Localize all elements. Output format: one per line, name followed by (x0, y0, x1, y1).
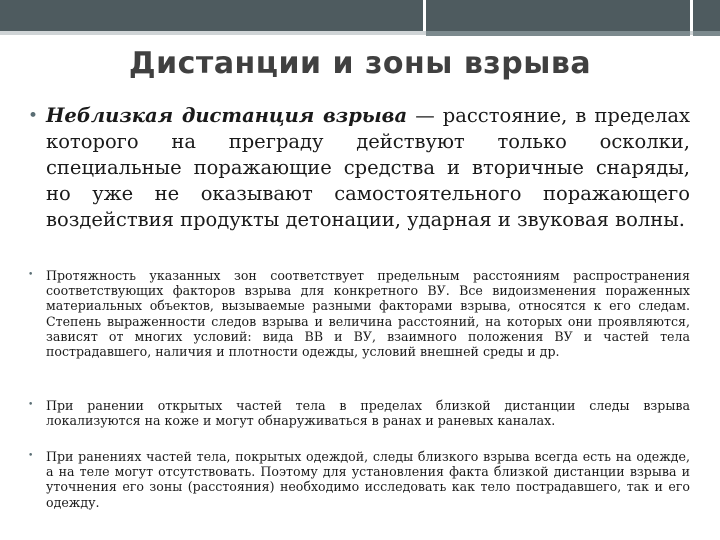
term-highlight: Неблизкая дистанция взрыва (46, 104, 408, 127)
bullet-dot: • (28, 400, 34, 410)
bullet-text (46, 103, 690, 233)
bullet-item (28, 268, 690, 359)
slide-title: Дистанции и зоны взрыва (128, 46, 592, 81)
bullet-item (28, 103, 690, 233)
bullet-text: При ранениях частей тела, покрытых одеждой, следы близкого взрыва всегда есть на одежде, а на теле могут отсутствовать. Поэтому для установления факта близкой дистанции взрыва и уточнения его зоны (расстояния) необходимо исследовать как тело пострадавшего, так и его одежду. (46, 449, 690, 510)
definition-text: — расстояние, в пределах которого на преграду действуют только осколки, специальные поражающие средства и вторичные снаряды, но уже не оказывают самостоятельного поражающего воздействия продукты детонации, ударная и звуковая волны. (46, 104, 690, 231)
bullet-dot: • (28, 270, 34, 280)
bullet-dot: • (28, 451, 34, 461)
bullet-item (28, 449, 690, 510)
decorative-header-bar (0, 0, 720, 36)
bullet-text: Протяжность указанных зон соответствует предельным расстояниям распространения соответствующих факторов взрыва для конкретного ВУ. Все видоизменения пораженных материальных объектов, вызываемые разными факторами взрыва, относятся к его следам. Степень выраженности следов взрыва и величина расстояний, на которых они проявляются, зависят от многих условий: вида ВВ и ВУ, взаимного положения ВУ и частей тела пострадавшего, наличия и плотности одежды, условий внешней среды и др. (46, 268, 690, 360)
bullet-text: При ранении открытых частей тела в пределах близкой дистанции следы взрыва локализуются на коже и могут обнаруживаться в ранах и раневых каналах. (46, 398, 690, 429)
bullet-dot: • (28, 106, 39, 126)
bullet-item (28, 398, 690, 428)
